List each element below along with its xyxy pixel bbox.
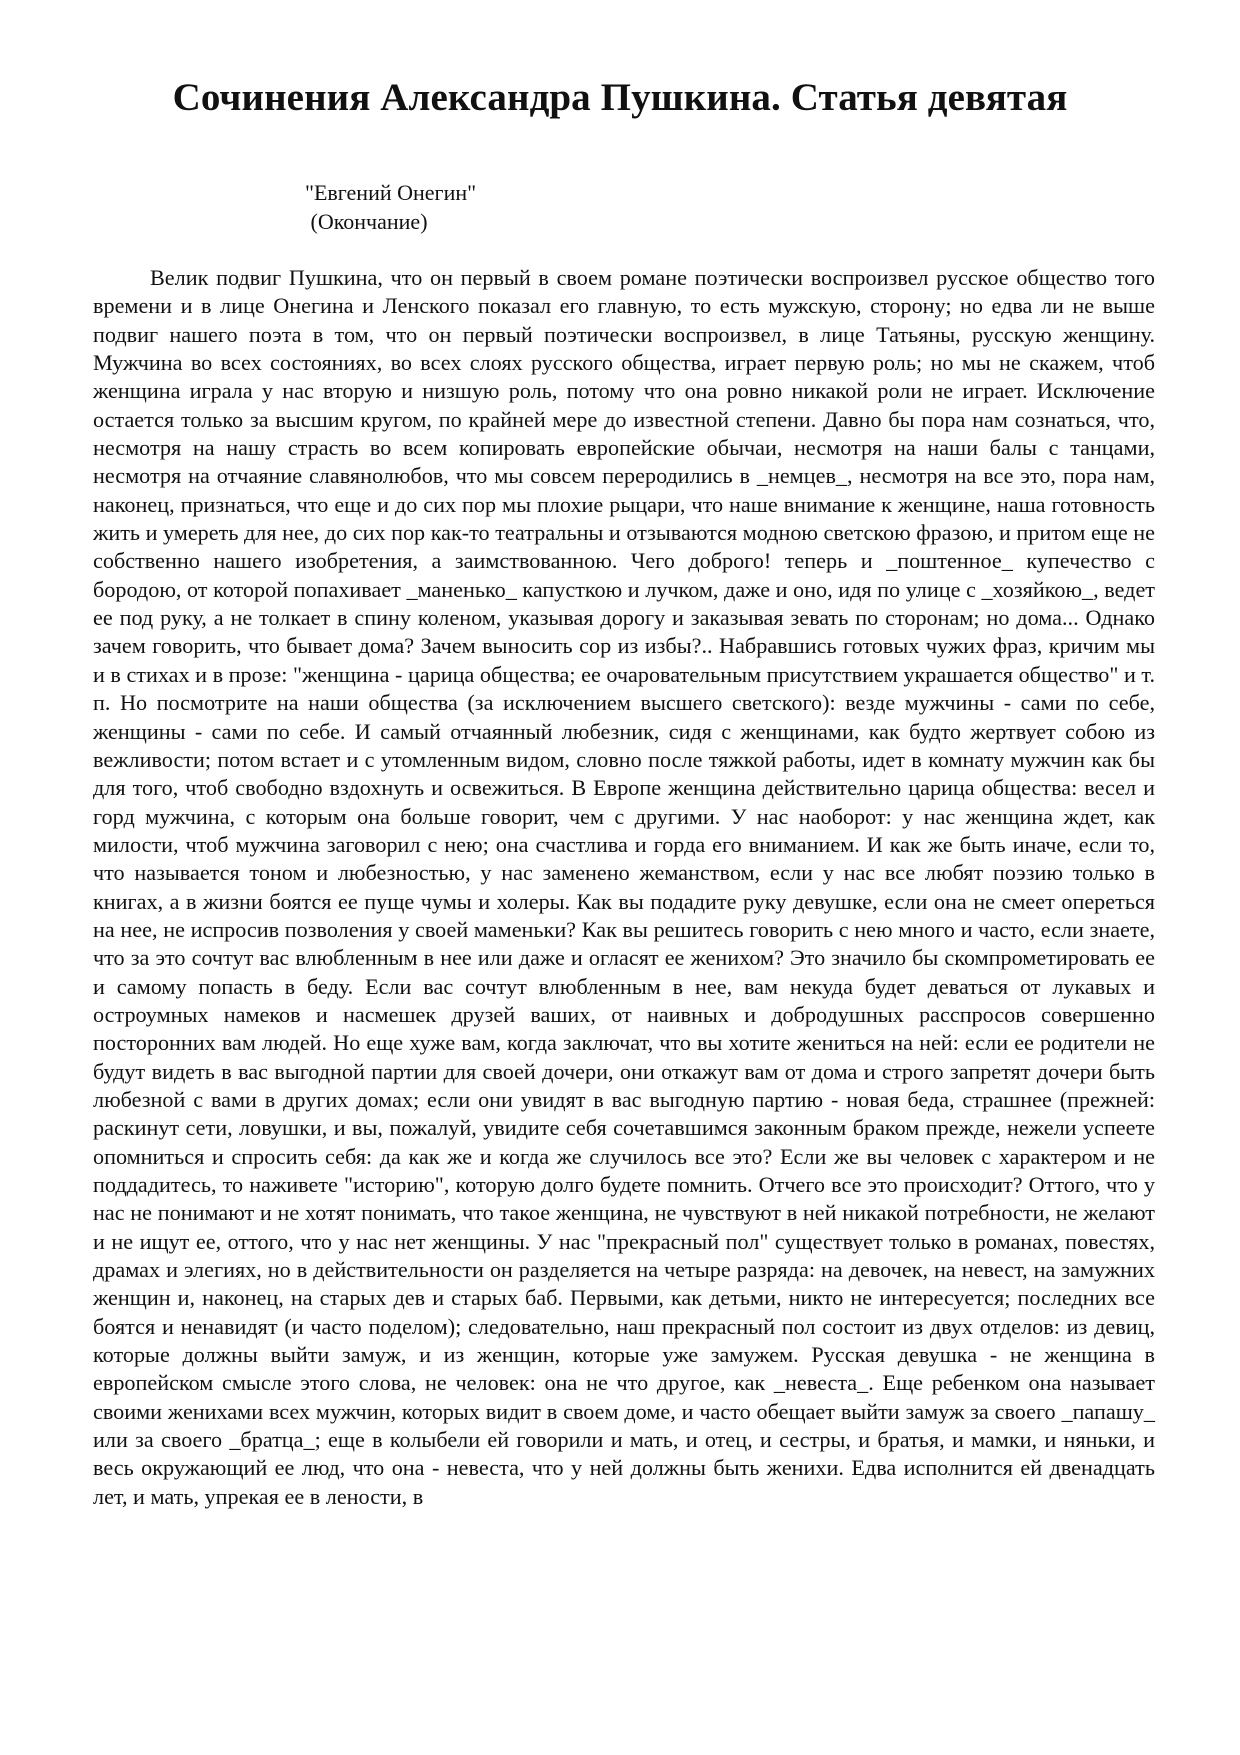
subtitle-block bbox=[305, 178, 476, 236]
work-title: "Евгений Онегин" bbox=[305, 180, 477, 205]
document-title: Сочинения Александра Пушкина. Статья девятая bbox=[172, 76, 1068, 119]
part-note: (Окончание) bbox=[305, 209, 428, 234]
body-paragraph: Велик подвиг Пушкина, что он первый в своем романе поэтически воспроизвел русское общество того времени и в лице Онегина и Ленского показал его главную, то есть мужскую, сторону; но едва ли не выше подвиг нашего поэта в том, что он первый поэтически воспроизвел, в лице Татьяны, русскую женщину. Мужчина во всех состояниях, во всех слоях русского общества, играет первую роль; но мы не скажем, чтоб женщина играла у нас вторую и низшую роль, потому что она ровно никакой роли не играет. Исключение остается только за высшим кругом, по крайней мере до известной степени. Давно бы пора нам сознаться, что, несмотря на нашу страсть во всем копировать европейские обычаи, несмотря на наши балы с танцами, несмотря на отчаяние славянолюбов, что мы совсем переродились в _немцев_, несмотря на все это, пора нам, наконец, признаться, что еще и до сих пор мы плохие рыцари, что наше внимание к женщине, наша готовность жить и умереть для нее, до сих пор как-то театральны и отзываются модною светскою фразою, и притом еще не собственно нашего изобретения, а заимствованною. Чего доброго! теперь и _поштенное_ купечество с бородою, от которой попахивает _маненько_ капусткою и лучком, даже и оно, идя по улице с _хозяйкою_, ведет ее под руку, а не толкает в спину коленом, указывая дорогу и заказывая зевать по сторонам; но дома... Однако зачем говорить, что бывает дома? Зачем выносить сор из избы?.. Набравшись готовых чужих фраз, кричим мы и в стихах и в прозе: "женщина - царица общества; ее очаровательным присутствием украшается общество" и т. п. Но посмотрите на наши общества (за исключением высшего светского): везде мужчины - сами по себе, женщины - сами по себе. И самый отчаянный любезник, сидя с женщинами, как будто жертвует собою из вежливости; потом встает и с утомленным видом, словно после тяжкой работы, идет в комнату мужчин как бы для того, чтоб свободно вздохнуть и освежиться. В Европе женщина действительно царица общества: весел и горд мужчина, с которым она больше говорит, чем с другими. У нас наоборот: у нас женщина ждет, как милости, чтоб мужчина заговорил с нею; она счастлива и горда его вниманием. И как же быть иначе, если то, что называется тоном и любезностью, у нас заменено жеманством, если у нас все любят поэзию только в книгах, а в жизни боятся ее пуще чумы и холеры. Как вы подадите руку девушке, если она не смеет опереться на нее, не испросив позволения у своей маменьки? Как вы решитесь говорить с нею много и часто, если знаете, что за это сочтут вас влюбленным в нее или даже и огласят ее женихом? Это значило бы скомпрометировать ее и самому попасть в беду. Если вас сочтут влюбленным в нее, вам некуда будет деваться от лукавых и остроумных намеков и насмешек друзей ваших, от наивных и добродушных расспросов совершенно посторонних вам людей. Но еще хуже вам, когда заключат, что вы хотите жениться на ней: если ее родители не будут видеть в вас выгодной партии для своей дочери, они откажут вам от дома и строго запретят дочери быть любезной с вами в других домах; если они увидят в вас выгодную партию - новая беда, страшнее (прежней: раскинут сети, ловушки, и вы, пожалуй, увидите себя сочетавшимся законным браком прежде, нежели успеете опомниться и спросить себя: да как же и когда же случилось все это? Если же вы человек с характером и не поддадитесь, то наживете "историю", которую долго будете помнить. Отчего все это происходит? Оттого, что у нас не понимают и не хотят понимать, что такое женщина, не чувствуют в ней никакой потребности, не желают и не ищут ее, оттого, что у нас нет женщины. У нас "прекрасный пол" существует только в романах, повестях, драмах и элегиях, но в действительности он разделяется на четыре разряда: на девочек, на невест, на замужних женщин и, наконец, на старых дев и старых баб. Первыми, как детьми, никто не интересуется; последних все боятся и ненавидят (и часто поделом); следовательно, наш прекрасный пол состоит из двух отделов: из девиц, которые должны выйти замуж, и из женщин, которые уже замужем. Русская девушка - не женщина в европейском смысле этого слова, не человек: она не что другое, как _невеста_. Еще ребенком она называет своими женихами всех мужчин, которых видит в своем доме, и часто обещает выйти замуж за своего _папашу_ или за своего _братца_; еще в колыбели ей говорили и мать, и отец, и сестры, и братья, и мамки, и няньки, и весь окружающий ее люд, что она - невеста, что у ней должны быть женихи. Едва исполнится ей двенадцать лет, и мать, упрекая ее в лености, в bbox=[93, 265, 1155, 1509]
